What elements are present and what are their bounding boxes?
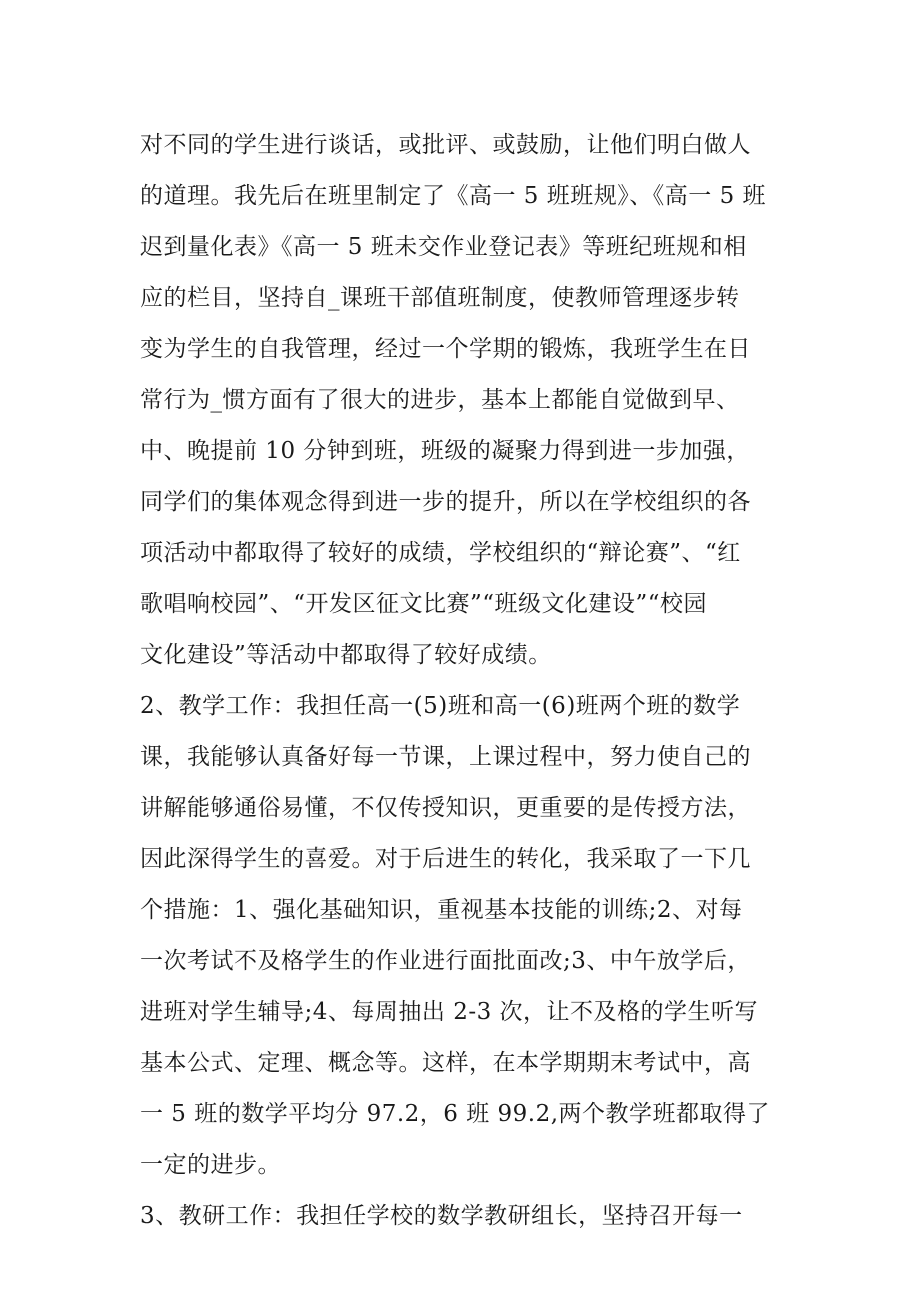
text-line: 进班对学生辅导;4、每周抽出 2-3 次，让不及格的学生听写	[140, 999, 759, 1025]
text-line: 一次考试不及格学生的作业进行面批面改;3、中午放学后，	[140, 948, 751, 974]
text-line: 迟到量化表》《高一 5 班未交作业登记表》等班纪班规和相	[140, 234, 747, 260]
text-line: 应的栏目，坚持自_课班干部值班制度，使教师管理逐步转	[140, 285, 740, 311]
text-line: 个措施：1、强化基础知识，重视基本技能的训练;2、对每	[140, 897, 743, 923]
text-line: 文化建设”等活动中都取得了较好成绩。	[140, 642, 552, 668]
document-body	[140, 120, 785, 1242]
text-line: 常行为_惯方面有了很大的进步，基本上都能自觉做到早、	[140, 387, 740, 413]
text-line: 变为学生的自我管理，经过一个学期的锻炼，我班学生在日	[140, 336, 751, 362]
text-line: 同学们的集体观念得到进一步的提升，所以在学校组织的各	[140, 489, 751, 515]
section-3-start-line: 3、教研工作：我担任学校的数学教研组长，坚持召开每一	[140, 1203, 743, 1229]
text-line: 基本公式、定理、概念等。这样，在本学期期末考试中，高	[140, 1050, 751, 1076]
text-line: 一定的进步。	[140, 1152, 281, 1178]
text-line: 中、晚提前 10 分钟到班，班级的凝聚力得到进一步加强，	[140, 438, 750, 464]
text-line: 项活动中都取得了较好的成绩，学校组织的“辩论赛”、“红	[140, 540, 741, 566]
text-line: 课，我能够认真备好每一节课，上课过程中，努力使自己的	[140, 744, 751, 770]
text-line: 因此深得学生的喜爱。对于后进生的转化，我采取了一下几	[140, 846, 751, 872]
text-line: 歌唱响校园”、“开发区征文比赛”“班级文化建设”“校园	[140, 591, 708, 617]
text-line: 对不同的学生进行谈话，或批评、或鼓励，让他们明白做人	[140, 132, 751, 158]
section-2-start-line: 2、教学工作：我担任高一(5)班和高一(6)班两个班的数学	[140, 693, 741, 719]
text-line: 一 5 班的数学平均分 97.2，6 班 99.2,两个教学班都取得了	[140, 1101, 771, 1127]
text-line: 的道理。我先后在班里制定了《高一 5 班班规》、《高一 5 班	[140, 183, 767, 209]
text-line: 讲解能够通俗易懂，不仅传授知识，更重要的是传授方法，	[140, 795, 751, 821]
